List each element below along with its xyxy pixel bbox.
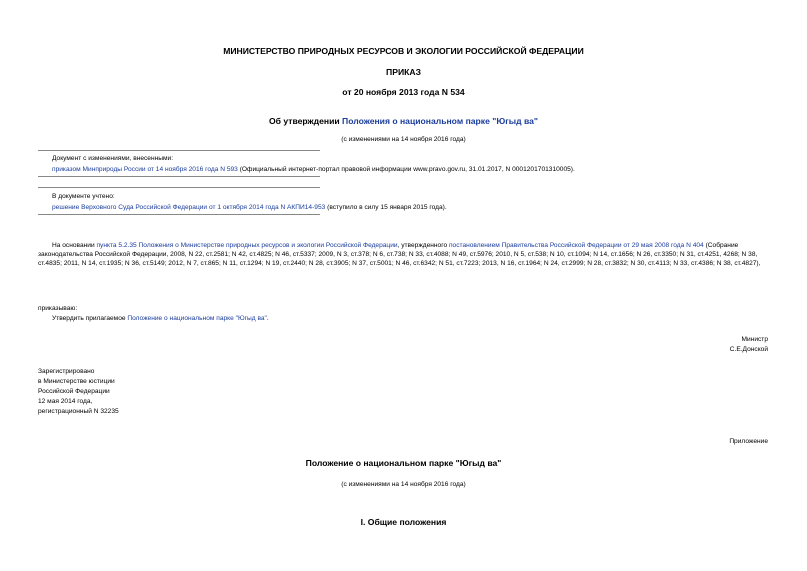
divider (38, 187, 320, 188)
signature-title: Министр (741, 336, 768, 343)
subject-prefix: Об утверждении (269, 116, 343, 126)
basis-link-decree[interactable]: постановлением Правительства Российской Федерации от 29 мая 2008 года N 404 (448, 242, 704, 249)
divider (38, 214, 320, 215)
registration-line-2: в Министерстве юстиции (38, 378, 115, 385)
order-approve (52, 314, 269, 323)
considered-line (52, 203, 792, 212)
appendix-title: Положение о национальном парке "Югыд ва" (305, 458, 502, 468)
divider (38, 150, 320, 151)
considered-link[interactable]: решение Верховного Суда Российской Федерации от 1 октября 2014 года N АКПИ14-953 (52, 204, 326, 211)
ministry-title: МИНИСТЕРСТВО ПРИРОДНЫХ РЕСУРСОВ И ЭКОЛОГИИ РОССИЙСКОЙ ФЕДЕРАЦИИ (223, 46, 584, 56)
changes-text: (Официальный интернет-портал правовой информации www.pravo.gov.ru, 31.01.2017, N 0001201701310005). (237, 166, 575, 173)
divider (38, 176, 320, 177)
approve-prefix: Утвердить прилагаемое (52, 315, 128, 322)
amended-note: (с изменениями на 14 ноября 2016 года) (341, 136, 466, 143)
order-label: приказываю: (38, 305, 78, 312)
document-subject (0, 116, 807, 126)
appendix-amended: (с изменениями на 14 ноября 2016 года) (341, 481, 466, 488)
basis-mid: , утвержденного (397, 242, 449, 249)
considered-label: В документе учтено: (52, 193, 115, 200)
subject-link[interactable]: Положения о национальном парке "Югыд ва" (342, 116, 538, 126)
appendix-label: Приложение (729, 438, 768, 445)
section-heading: I. Общие положения (360, 517, 447, 527)
basis-rest: (Собрание законодательства Российской Федерации, 2008, N 22, ст.2581; N 42, ст.4825; N 46, ст.5337; 2009, N 3, ст.378; N 6, ст.738; N 33, ст.4088; N 49, ст.5976; 2010, N 5, ст.538; N 10, ст.1094; N 14, ст.1656; N 26, ст.3350; N 31, ст.4251, 4268; N 38, ст.4835; 2011, N 14, ст.1935; N 36, ст.5149; 2012, N 7, ст.865; N 11, ст.1294; N 19, ст.2440; N 28, ст.3905; N 37, ст.5001; N 46, ст.6342; N 51, ст.7223; 2013, N 16, ст.1964; N 24, ст.2999; N 28, ст.3832; N 30, ст.4113; N 33, ст.4386; N 38, ст.4827), (38, 242, 761, 268)
registration-line-1: Зарегистрировано (38, 368, 95, 375)
document-type: ПРИКАЗ (386, 67, 421, 77)
basis-paragraph (38, 241, 768, 269)
approve-suffix: . (266, 315, 269, 322)
changes-line (52, 165, 792, 174)
changes-link[interactable]: приказом Минприроды России от 14 ноября 2016 года N 593 (52, 166, 238, 173)
changes-label: Документ с изменениями, внесенными: (52, 155, 174, 162)
registration-line-4: 12 мая 2014 года, (38, 398, 93, 405)
considered-text: (вступило в силу 15 января 2015 года). (325, 204, 447, 211)
basis-prefix: На основании (52, 242, 97, 249)
registration-line-3: Российской Федерации (38, 388, 110, 395)
basis-link-regulation[interactable]: пункта 5.2.35 Положения о Министерстве природных ресурсов и экологии Российской Федерации (96, 242, 398, 249)
signature-name: С.Е.Донской (729, 346, 768, 353)
registration-line-5: регистрационный N 32235 (38, 408, 119, 415)
approve-link[interactable]: Положение о национальном парке "Югыд ва" (127, 315, 267, 322)
document-date-number: от 20 ноября 2013 года N 534 (342, 87, 465, 97)
